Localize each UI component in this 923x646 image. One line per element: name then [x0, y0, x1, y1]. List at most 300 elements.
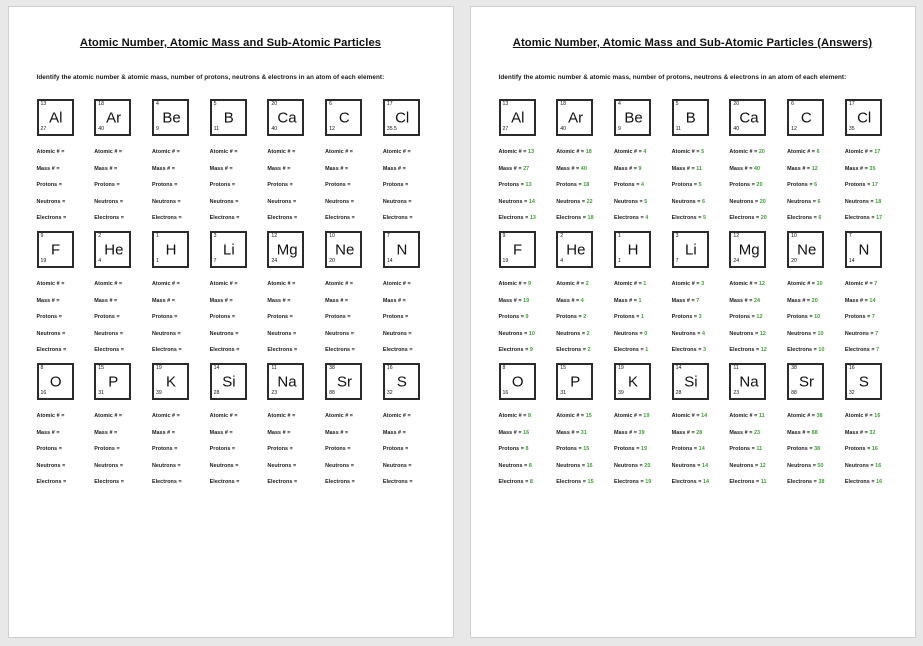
element-box-n	[845, 231, 882, 268]
field-neutrons[interactable]	[94, 463, 124, 469]
field-atomic-number[interactable]	[845, 149, 882, 155]
field-protons[interactable]	[152, 182, 182, 188]
field-label: Protons =	[787, 314, 813, 321]
field-electrons[interactable]	[729, 479, 766, 485]
element-mass-number: 14	[848, 258, 855, 265]
element-mass-number: 31	[560, 390, 566, 397]
field-label: Mass # =	[729, 429, 753, 436]
field-neutrons[interactable]	[210, 199, 240, 205]
field-mass-number[interactable]	[614, 298, 648, 304]
field-neutrons[interactable]	[37, 331, 67, 337]
field-atomic-number[interactable]	[672, 281, 706, 287]
field-mass-number[interactable]	[845, 166, 882, 172]
field-atomic-number[interactable]	[614, 413, 651, 419]
field-protons[interactable]	[672, 446, 709, 452]
field-electrons[interactable]	[94, 479, 124, 485]
element-atomic-number: 3	[675, 233, 679, 240]
field-electrons[interactable]	[556, 347, 590, 353]
field-electrons[interactable]	[94, 215, 124, 221]
field-label: Protons =	[36, 182, 62, 189]
field-answer-value: 27	[521, 165, 530, 172]
field-neutrons[interactable]	[210, 463, 240, 469]
field-neutrons[interactable]	[729, 463, 766, 469]
field-electrons[interactable]	[672, 347, 706, 353]
field-mass-number[interactable]	[325, 166, 355, 172]
field-mass-number[interactable]	[556, 166, 593, 172]
element-fields	[845, 413, 882, 485]
field-mass-number[interactable]	[556, 298, 590, 304]
element-symbol: Al	[49, 109, 63, 127]
field-electrons[interactable]	[267, 479, 297, 485]
field-mass-number[interactable]	[383, 298, 413, 304]
field-electrons[interactable]	[37, 347, 67, 353]
field-mass-number[interactable]	[210, 166, 240, 172]
field-protons[interactable]	[556, 314, 590, 320]
field-protons[interactable]	[499, 182, 536, 188]
field-neutrons[interactable]	[556, 199, 593, 205]
element-row	[35, 231, 439, 353]
field-protons[interactable]	[787, 314, 824, 320]
field-protons[interactable]	[325, 182, 355, 188]
element-atomic-number: 12	[733, 233, 740, 240]
field-mass-number[interactable]	[37, 166, 67, 172]
field-protons[interactable]	[94, 314, 124, 320]
field-protons[interactable]	[729, 182, 766, 188]
element-atomic-number: 12	[271, 233, 278, 240]
field-label: Electrons =	[844, 479, 875, 486]
field-electrons[interactable]	[499, 215, 536, 221]
field-protons[interactable]	[267, 182, 297, 188]
field-mass-number[interactable]	[267, 298, 297, 304]
field-mass-number[interactable]	[729, 166, 766, 172]
element-atomic-number: 16	[848, 365, 855, 372]
field-mass-number[interactable]	[267, 430, 297, 436]
field-protons[interactable]	[672, 182, 706, 188]
field-label: Electrons =	[613, 479, 644, 486]
field-atomic-number[interactable]	[383, 413, 413, 419]
field-mass-number[interactable]	[152, 298, 182, 304]
field-label: Mass # =	[729, 297, 753, 304]
element-mass-number: 9	[155, 126, 159, 133]
field-mass-number[interactable]	[210, 298, 240, 304]
field-label: Mass # =	[844, 429, 868, 436]
field-atomic-number[interactable]	[614, 281, 648, 287]
field-protons[interactable]	[267, 446, 297, 452]
element-atomic-number: 16	[386, 365, 393, 372]
field-electrons[interactable]	[152, 215, 182, 221]
field-electrons[interactable]	[499, 347, 535, 353]
field-neutrons[interactable]	[556, 331, 590, 337]
field-answer-value: 16	[585, 462, 593, 469]
field-electrons[interactable]	[152, 479, 182, 485]
field-atomic-number[interactable]	[210, 413, 240, 419]
field-neutrons[interactable]	[672, 463, 709, 469]
field-label: Atomic # =	[498, 281, 527, 288]
element-cell-he	[554, 231, 612, 353]
field-mass-number[interactable]	[94, 166, 124, 172]
field-atomic-number[interactable]	[729, 281, 766, 287]
field-mass-number[interactable]	[37, 298, 67, 304]
field-answer-value: 16	[872, 413, 881, 420]
field-protons[interactable]	[37, 182, 67, 188]
field-protons[interactable]	[672, 314, 706, 320]
field-label: Electrons =	[844, 215, 875, 222]
field-atomic-number[interactable]	[325, 149, 355, 155]
field-answer-value: 16	[874, 479, 883, 486]
element-symbol: F	[50, 241, 61, 259]
field-atomic-number[interactable]	[94, 149, 124, 155]
field-neutrons[interactable]	[210, 331, 240, 337]
field-mass-number[interactable]	[672, 298, 706, 304]
field-electrons[interactable]	[556, 479, 593, 485]
field-neutrons[interactable]	[729, 331, 766, 337]
field-atomic-number[interactable]	[94, 413, 124, 419]
field-neutrons[interactable]	[94, 199, 124, 205]
field-label: Mass # =	[844, 165, 868, 172]
field-mass-number[interactable]	[325, 430, 355, 436]
field-protons[interactable]	[729, 314, 766, 320]
field-neutrons[interactable]	[845, 331, 879, 337]
element-atomic-number: 15	[98, 365, 104, 372]
element-box-li	[210, 231, 247, 268]
field-atomic-number[interactable]	[325, 413, 355, 419]
field-protons[interactable]	[556, 182, 593, 188]
field-atomic-number[interactable]	[845, 281, 879, 287]
field-protons[interactable]	[614, 314, 648, 320]
field-mass-number[interactable]	[614, 430, 651, 436]
field-electrons[interactable]	[787, 215, 821, 221]
field-mass-number[interactable]	[672, 166, 706, 172]
field-atomic-number[interactable]	[672, 413, 709, 419]
field-label: Neutrons =	[729, 198, 759, 205]
field-electrons[interactable]	[672, 215, 706, 221]
field-electrons[interactable]	[787, 479, 824, 485]
field-electrons[interactable]	[383, 479, 413, 485]
field-mass-number[interactable]	[499, 166, 536, 172]
field-mass-number[interactable]	[383, 166, 413, 172]
field-protons[interactable]	[210, 314, 240, 320]
element-mass-number: 23	[733, 390, 740, 397]
field-electrons[interactable]	[383, 215, 413, 221]
field-neutrons[interactable]	[499, 199, 536, 205]
field-neutrons[interactable]	[325, 463, 355, 469]
field-atomic-number[interactable]	[37, 281, 67, 287]
field-neutrons[interactable]	[787, 463, 824, 469]
element-symbol: B	[685, 109, 696, 127]
field-protons[interactable]	[325, 314, 355, 320]
field-electrons[interactable]	[614, 479, 651, 485]
field-label: Neutrons =	[844, 330, 874, 337]
field-answer-value: 4	[643, 215, 649, 222]
field-protons[interactable]	[787, 182, 821, 188]
element-fields	[152, 281, 182, 353]
field-neutrons[interactable]	[787, 331, 824, 337]
field-protons[interactable]	[94, 446, 124, 452]
field-neutrons[interactable]	[499, 331, 535, 337]
element-atomic-number: 10	[329, 233, 335, 240]
field-mass-number[interactable]	[152, 430, 182, 436]
field-atomic-number[interactable]	[845, 413, 882, 419]
element-fields	[787, 281, 824, 353]
field-protons[interactable]	[37, 314, 67, 320]
field-neutrons[interactable]	[152, 463, 182, 469]
field-neutrons[interactable]	[325, 331, 355, 337]
field-neutrons[interactable]	[267, 331, 297, 337]
field-answer-value: 23	[752, 429, 761, 436]
field-atomic-number[interactable]	[499, 413, 533, 419]
field-atomic-number[interactable]	[499, 281, 535, 287]
field-label: Neutrons =	[844, 198, 874, 205]
field-label: Protons =	[382, 182, 409, 189]
field-neutrons[interactable]	[152, 199, 182, 205]
field-mass-number[interactable]	[787, 430, 824, 436]
field-protons[interactable]	[614, 446, 651, 452]
field-electrons[interactable]	[94, 347, 124, 353]
field-label: Neutrons =	[613, 198, 643, 205]
field-label: Mass # =	[556, 297, 580, 304]
field-atomic-number[interactable]	[37, 149, 67, 155]
field-mass-number[interactable]	[556, 430, 593, 436]
field-protons[interactable]	[94, 182, 124, 188]
field-neutrons[interactable]	[37, 199, 67, 205]
field-electrons[interactable]	[729, 347, 766, 353]
field-protons[interactable]	[845, 182, 882, 188]
field-label: Neutrons =	[94, 198, 124, 205]
field-protons[interactable]	[152, 314, 182, 320]
field-atomic-number[interactable]	[499, 149, 536, 155]
field-protons[interactable]	[499, 446, 533, 452]
worksheet-page	[8, 6, 454, 638]
field-answer-value: 10	[816, 347, 825, 354]
field-electrons[interactable]	[845, 479, 882, 485]
field-label: Atomic # =	[613, 413, 642, 420]
element-box-he	[556, 231, 593, 268]
field-mass-number[interactable]	[267, 166, 297, 172]
field-label: Protons =	[787, 182, 813, 189]
field-label: Protons =	[151, 314, 178, 321]
element-fields	[845, 149, 882, 221]
field-label: Protons =	[151, 446, 178, 453]
field-label: Protons =	[94, 446, 120, 453]
element-fields	[267, 281, 297, 353]
field-mass-number[interactable]	[787, 166, 821, 172]
field-mass-number[interactable]	[845, 298, 879, 304]
field-protons[interactable]	[267, 314, 297, 320]
field-protons[interactable]	[37, 446, 67, 452]
field-atomic-number[interactable]	[267, 149, 297, 155]
field-atomic-number[interactable]	[729, 413, 766, 419]
field-atomic-number[interactable]	[325, 281, 355, 287]
field-electrons[interactable]	[845, 215, 882, 221]
element-cell-sr	[785, 363, 843, 485]
field-neutrons[interactable]	[672, 331, 706, 337]
field-neutrons[interactable]	[614, 463, 651, 469]
field-protons[interactable]	[499, 314, 535, 320]
field-answer-value: 2	[585, 330, 590, 337]
field-mass-number[interactable]	[729, 298, 766, 304]
field-mass-number[interactable]	[94, 430, 124, 436]
field-label: Mass # =	[36, 165, 60, 172]
field-mass-number[interactable]	[325, 298, 355, 304]
field-atomic-number[interactable]	[152, 149, 182, 155]
field-atomic-number[interactable]	[556, 281, 590, 287]
field-neutrons[interactable]	[614, 331, 648, 337]
field-neutrons[interactable]	[729, 199, 766, 205]
field-mass-number[interactable]	[614, 166, 648, 172]
element-atomic-number: 20	[271, 101, 278, 108]
field-electrons[interactable]	[210, 215, 240, 221]
field-electrons[interactable]	[614, 215, 648, 221]
field-mass-number[interactable]	[845, 430, 882, 436]
field-electrons[interactable]	[325, 347, 355, 353]
field-electrons[interactable]	[210, 479, 240, 485]
field-atomic-number[interactable]	[729, 149, 766, 155]
field-electrons[interactable]	[325, 479, 355, 485]
element-fields	[556, 281, 590, 353]
field-mass-number[interactable]	[152, 166, 182, 172]
field-electrons[interactable]	[614, 347, 648, 353]
field-protons[interactable]	[210, 182, 240, 188]
field-electrons[interactable]	[383, 347, 413, 353]
field-protons[interactable]	[383, 182, 413, 188]
field-atomic-number[interactable]	[267, 281, 297, 287]
field-label: Electrons =	[94, 479, 124, 486]
field-mass-number[interactable]	[787, 298, 824, 304]
field-atomic-number[interactable]	[614, 149, 648, 155]
field-protons[interactable]	[383, 446, 413, 452]
field-neutrons[interactable]	[383, 463, 413, 469]
element-rows	[23, 99, 439, 485]
field-neutrons[interactable]	[94, 331, 124, 337]
field-protons[interactable]	[787, 446, 824, 452]
element-box-c	[787, 99, 824, 136]
field-mass-number[interactable]	[37, 430, 67, 436]
field-neutrons[interactable]	[152, 331, 182, 337]
field-label: Mass # =	[382, 297, 406, 304]
field-protons[interactable]	[729, 446, 766, 452]
field-atomic-number[interactable]	[152, 413, 182, 419]
field-electrons[interactable]	[499, 479, 533, 485]
field-neutrons[interactable]	[845, 463, 882, 469]
field-mass-number[interactable]	[499, 298, 535, 304]
element-atomic-number: 6	[329, 101, 332, 108]
field-atomic-number[interactable]	[383, 149, 413, 155]
element-box-h	[614, 231, 651, 268]
field-label: Protons =	[209, 314, 236, 321]
field-protons[interactable]	[210, 446, 240, 452]
field-atomic-number[interactable]	[210, 281, 240, 287]
field-atomic-number[interactable]	[556, 413, 593, 419]
field-electrons[interactable]	[325, 215, 355, 221]
field-mass-number[interactable]	[210, 430, 240, 436]
field-protons[interactable]	[845, 314, 879, 320]
field-answer-value: 1	[643, 347, 649, 354]
field-neutrons[interactable]	[267, 463, 297, 469]
element-mass-number: 88	[791, 390, 797, 397]
field-electrons[interactable]	[37, 215, 67, 221]
field-protons[interactable]	[845, 446, 882, 452]
element-atomic-number: 18	[560, 101, 566, 108]
field-protons[interactable]	[152, 446, 182, 452]
field-neutrons[interactable]	[267, 199, 297, 205]
field-neutrons[interactable]	[499, 463, 533, 469]
field-neutrons[interactable]	[383, 199, 413, 205]
field-atomic-number[interactable]	[556, 149, 593, 155]
field-atomic-number[interactable]	[94, 281, 124, 287]
field-atomic-number[interactable]	[672, 149, 706, 155]
field-electrons[interactable]	[672, 479, 709, 485]
field-mass-number[interactable]	[672, 430, 709, 436]
element-box-li	[672, 231, 709, 268]
field-atomic-number[interactable]	[37, 413, 67, 419]
field-answer-value: 9	[526, 281, 532, 288]
field-neutrons[interactable]	[325, 199, 355, 205]
field-neutrons[interactable]	[37, 463, 67, 469]
field-neutrons[interactable]	[845, 199, 882, 205]
field-atomic-number[interactable]	[210, 149, 240, 155]
field-protons[interactable]	[556, 446, 593, 452]
field-atomic-number[interactable]	[787, 149, 821, 155]
field-neutrons[interactable]	[614, 199, 648, 205]
field-label: Neutrons =	[267, 198, 297, 205]
field-neutrons[interactable]	[383, 331, 413, 337]
field-electrons[interactable]	[845, 347, 879, 353]
field-answer-value: 7	[694, 297, 700, 304]
field-electrons[interactable]	[787, 347, 824, 353]
field-mass-number[interactable]	[729, 430, 766, 436]
element-row	[35, 99, 439, 221]
field-electrons[interactable]	[729, 215, 766, 221]
field-protons[interactable]	[383, 314, 413, 320]
element-cell-f	[35, 231, 93, 353]
field-atomic-number[interactable]	[267, 413, 297, 419]
field-mass-number[interactable]	[383, 430, 413, 436]
field-label: Neutrons =	[787, 462, 816, 469]
field-neutrons[interactable]	[672, 199, 706, 205]
field-answer-value: 11	[757, 413, 765, 420]
element-box-ca	[267, 99, 304, 136]
field-atomic-number[interactable]	[383, 281, 413, 287]
element-symbol: Na	[739, 373, 759, 391]
field-answer-value: 1	[641, 281, 647, 288]
field-neutrons[interactable]	[787, 199, 821, 205]
field-mass-number[interactable]	[94, 298, 124, 304]
field-electrons[interactable]	[267, 215, 297, 221]
field-electrons[interactable]	[210, 347, 240, 353]
field-atomic-number[interactable]	[787, 281, 824, 287]
field-label: Mass # =	[729, 165, 753, 172]
element-box-ca	[729, 99, 766, 136]
field-label: Mass # =	[671, 297, 695, 304]
element-box-na	[267, 363, 304, 400]
field-electrons[interactable]	[267, 347, 297, 353]
element-fields	[325, 413, 355, 485]
element-box-si	[672, 363, 709, 400]
field-atomic-number[interactable]	[152, 281, 182, 287]
field-protons[interactable]	[325, 446, 355, 452]
field-protons[interactable]	[614, 182, 648, 188]
field-electrons[interactable]	[37, 479, 67, 485]
field-answer-value: 18	[584, 149, 592, 156]
field-electrons[interactable]	[556, 215, 593, 221]
field-answer-value: 11	[694, 165, 703, 172]
field-electrons[interactable]	[152, 347, 182, 353]
field-atomic-number[interactable]	[787, 413, 824, 419]
field-label: Neutrons =	[498, 462, 528, 469]
field-mass-number[interactable]	[499, 430, 533, 436]
element-fields	[210, 149, 240, 221]
field-neutrons[interactable]	[556, 463, 593, 469]
